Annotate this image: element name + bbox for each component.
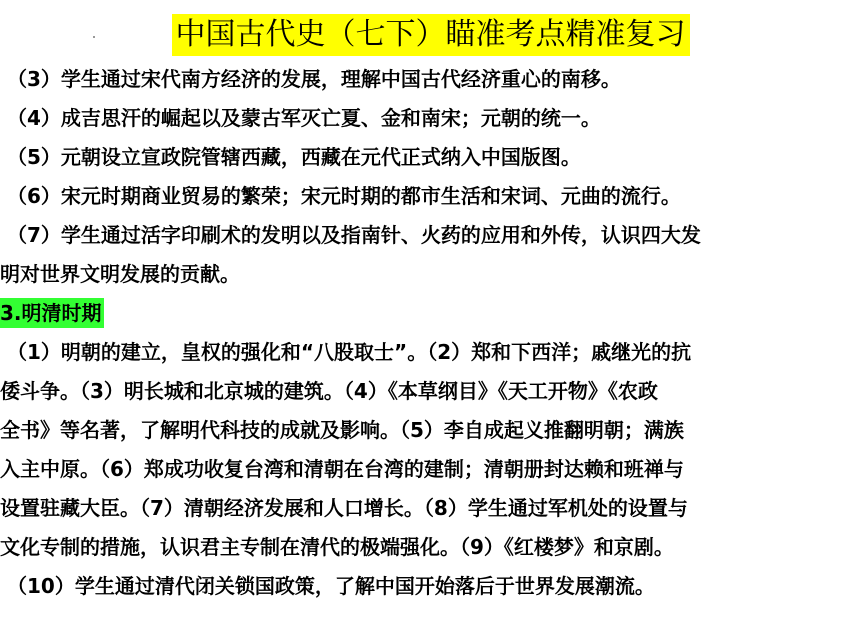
text-line: 设置驻藏大臣。（7）清朝经济发展和人口增长。（8）学生通过军机处的设置与: [0, 496, 688, 520]
text-line: （4）成吉思汗的崛起以及蒙古军灭亡夏、金和南宋；元朝的统一。: [7, 106, 601, 130]
text-line: （5）元朝设立宣政院管辖西藏，西藏在元代正式纳入中国版图。: [7, 145, 581, 169]
section-heading: 3.明清时期: [0, 298, 104, 328]
text-line: （1）明朝的建立，皇权的强化和“八股取士”。（2）郑和下西洋；戚继光的抗: [7, 340, 692, 364]
text-line: 倭斗争。（3）明长城和北京城的建筑。（4）《本草纲目》《天工开物》《农政: [0, 379, 658, 403]
page-title: 中国古代史（七下）瞄准考点精准复习: [172, 14, 690, 56]
text-line: 入主中原。（6）郑成功收复台湾和清朝在台湾的建制；清朝册封达赖和班禅与: [0, 457, 684, 481]
title-container: [0, 14, 861, 56]
text-line: （6）宋元时期商业贸易的繁荣；宋元时期的都市生活和宋词、元曲的流行。: [7, 184, 681, 208]
text-line: 明对世界文明发展的贡献。: [0, 262, 240, 286]
text-line: （3）学生通过宋代南方经济的发展，理解中国古代经济重心的南移。: [7, 67, 621, 91]
text-line: 全书》等名著，了解明代科技的成就及影响。（5）李自成起义推翻明朝；满族: [0, 418, 684, 442]
text-line: （10）学生通过清代闭关锁国政策，了解中国开始落后于世界发展潮流。: [7, 574, 655, 598]
text-line: （7）学生通过活字印刷术的发明以及指南针、火药的应用和外传，认识四大发: [7, 223, 701, 247]
section-heading-row: [0, 294, 850, 333]
text-line: 文化专制的措施，认识君主专制在清代的极端强化。（9）《红楼梦》和京剧。: [0, 535, 674, 559]
content-body: [0, 60, 850, 606]
